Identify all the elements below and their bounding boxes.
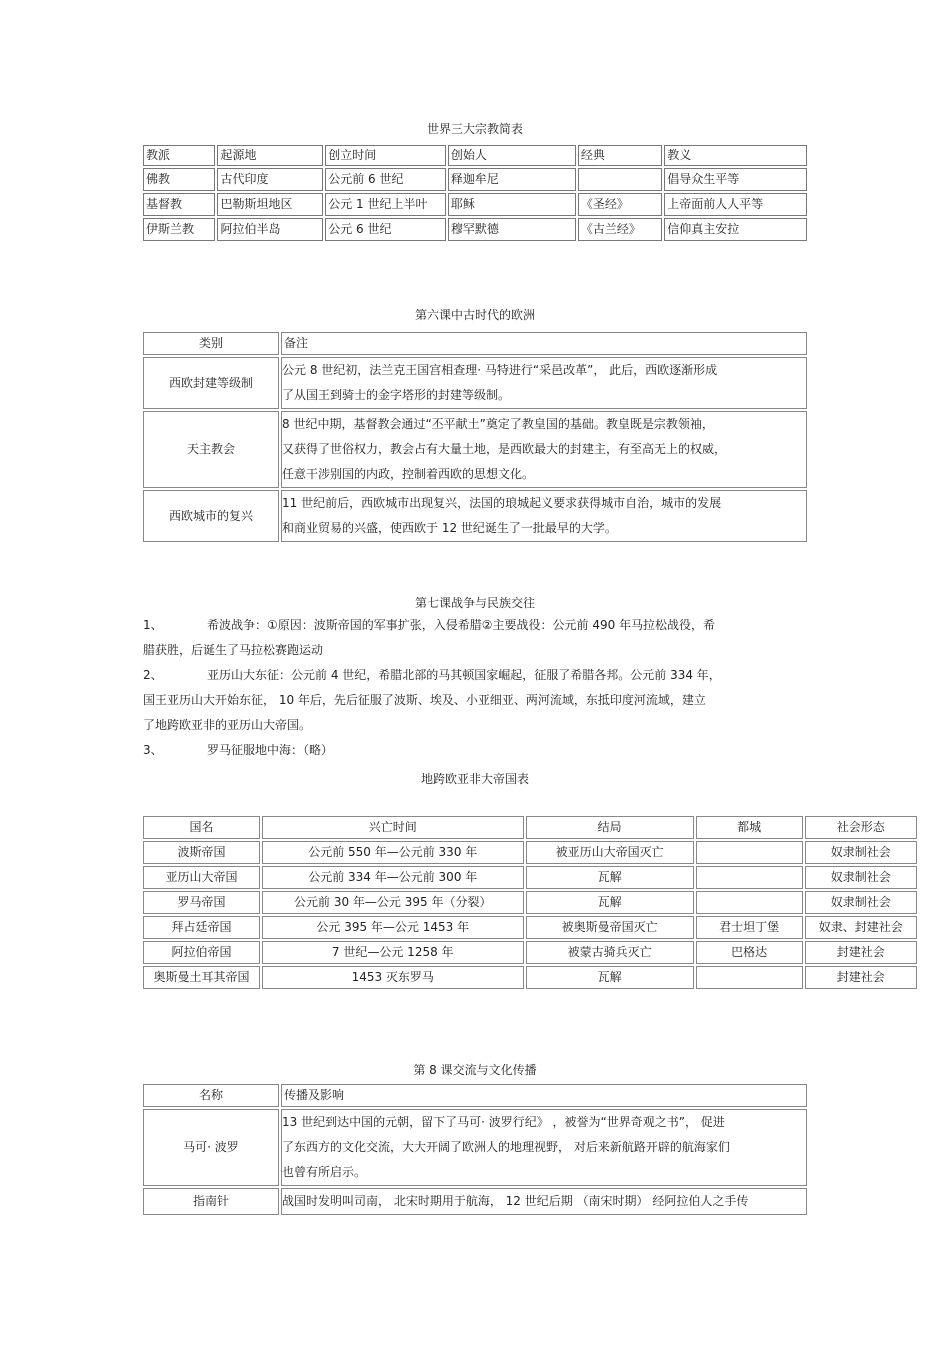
table-cell: 奴隶制社会 bbox=[805, 866, 917, 889]
empire-table-title: 地跨欧亚非大帝国表 bbox=[420, 772, 529, 786]
table-row bbox=[143, 1188, 807, 1215]
lesson7-title: 第七课战争与民族交往 bbox=[414, 596, 535, 610]
table-cell: 古代印度 bbox=[217, 168, 323, 191]
item-number: 1、 bbox=[143, 618, 163, 632]
table-row bbox=[143, 916, 917, 939]
item-text: 希波战争：①原因：波斯帝国的军事扩张，入侵希腊②主要战役：公元前 490 年马拉松战役，希 bbox=[207, 618, 716, 632]
table-cell: 奴隶制社会 bbox=[805, 841, 917, 864]
table-cell: 穆罕默德 bbox=[448, 218, 576, 241]
table-row bbox=[143, 841, 917, 864]
table-cell bbox=[696, 966, 803, 989]
note-line: 了从国王到骑士的金字塔形的封建等级制。 bbox=[282, 388, 511, 402]
note-line: 和商业贸易的兴盛，使西欧于 12 世纪诞生了一批最早的大学。 bbox=[282, 521, 617, 535]
religion-table-title: 世界三大宗教简表 bbox=[426, 122, 523, 136]
header-cell: 兴亡时间 bbox=[262, 816, 524, 839]
header-cell: 教义 bbox=[664, 145, 807, 166]
table-header-row bbox=[143, 816, 917, 839]
table-row bbox=[143, 966, 917, 989]
item-number: 3、 bbox=[143, 743, 163, 757]
table-cell: 公元 1 世纪上半叶 bbox=[325, 193, 446, 216]
table-cell: 《圣经》 bbox=[578, 193, 662, 216]
paragraph-line bbox=[143, 738, 808, 763]
table-cell: 奥斯曼土耳其帝国 bbox=[143, 966, 260, 989]
item-text: 腊获胜，后诞生了马拉松赛跑运动 bbox=[143, 643, 324, 657]
table-cell bbox=[696, 891, 803, 914]
table-cell: 封建社会 bbox=[805, 966, 917, 989]
table-cell: 1453 灭东罗马 bbox=[262, 966, 524, 989]
paragraph-line bbox=[143, 663, 808, 688]
table-row bbox=[143, 168, 807, 191]
note-cell bbox=[281, 1188, 807, 1215]
header-cell: 国名 bbox=[143, 816, 260, 839]
note-line: 战国时发明叫司南， 北宋时期用于航海， 12 世纪后期 （南宋时期） 经阿拉伯人之手传 bbox=[282, 1194, 749, 1208]
table-row bbox=[143, 411, 807, 488]
table-cell: 倡导众生平等 bbox=[664, 168, 807, 191]
category-cell: 马可· 波罗 bbox=[143, 1109, 279, 1186]
header-cell: 创始人 bbox=[448, 145, 576, 166]
table-cell: 罗马帝国 bbox=[143, 891, 260, 914]
note-line: 13 世纪到达中国的元朝，留下了马可· 波罗行纪》 ，被誉为“世界奇观之书”， 促进 bbox=[282, 1115, 725, 1129]
table-cell: 佛教 bbox=[143, 168, 215, 191]
table-cell: 瓦解 bbox=[526, 866, 694, 889]
category-cell: 指南针 bbox=[143, 1188, 279, 1215]
header-cell: 都城 bbox=[696, 816, 803, 839]
table-row bbox=[143, 218, 807, 241]
table-row bbox=[143, 357, 807, 409]
table-cell: 亚历山大帝国 bbox=[143, 866, 260, 889]
table-cell: 瓦解 bbox=[526, 966, 694, 989]
note-cell bbox=[281, 357, 807, 409]
table-header-row bbox=[143, 332, 807, 355]
table-cell bbox=[696, 841, 803, 864]
lesson6-table bbox=[141, 330, 809, 544]
table-cell: 公元前 6 世纪 bbox=[325, 168, 446, 191]
note-line: 也曾有所启示。 bbox=[282, 1165, 367, 1179]
header-cell: 备注 bbox=[281, 332, 807, 355]
paragraph-line bbox=[143, 638, 808, 663]
empire-table bbox=[141, 814, 919, 991]
table-cell: 君士坦丁堡 bbox=[696, 916, 803, 939]
category-cell: 西欧城市的复兴 bbox=[143, 490, 279, 542]
note-line: 公元 8 世纪初，法兰克王国宫相查理· 马特进行“采邑改革”， 此后，西欧逐渐形成 bbox=[282, 363, 718, 377]
item-number: 2、 bbox=[143, 668, 163, 682]
table-row bbox=[143, 490, 807, 542]
table-cell: 波斯帝国 bbox=[143, 841, 260, 864]
header-cell: 传播及影响 bbox=[281, 1084, 807, 1107]
table-cell bbox=[696, 866, 803, 889]
table-row bbox=[143, 891, 917, 914]
item-text: 罗马征服地中海：（略） bbox=[207, 743, 334, 757]
note-line: 11 世纪前后，西欧城市出现复兴，法国的琅城起义要求获得城市自治，城市的发展 bbox=[282, 496, 722, 510]
lesson7-text bbox=[143, 613, 808, 763]
table-cell: 巴格达 bbox=[696, 941, 803, 964]
table-cell: 释迦牟尼 bbox=[448, 168, 576, 191]
header-cell: 创立时间 bbox=[325, 145, 446, 166]
note-cell bbox=[281, 1109, 807, 1186]
table-cell: 耶稣 bbox=[448, 193, 576, 216]
table-cell: 被亚历山大帝国灭亡 bbox=[526, 841, 694, 864]
table-cell: 阿拉伯帝国 bbox=[143, 941, 260, 964]
category-cell: 天主教会 bbox=[143, 411, 279, 488]
table-cell: 拜占廷帝国 bbox=[143, 916, 260, 939]
header-cell: 社会形态 bbox=[805, 816, 917, 839]
table-row bbox=[143, 866, 917, 889]
paragraph-line bbox=[143, 713, 808, 738]
table-cell: 封建社会 bbox=[805, 941, 917, 964]
table-cell: 上帝面前人人平等 bbox=[664, 193, 807, 216]
note-line: 又获得了世俗权力，教会占有大量土地，是西欧最大的封建主，有至高无上的权威， bbox=[282, 442, 727, 456]
table-cell: 《古兰经》 bbox=[578, 218, 662, 241]
header-cell: 经典 bbox=[578, 145, 662, 166]
table-row bbox=[143, 941, 917, 964]
table-header-row bbox=[143, 1084, 807, 1107]
table-cell: 公元 395 年—公元 1453 年 bbox=[262, 916, 524, 939]
table-cell: 基督教 bbox=[143, 193, 215, 216]
note-line: 8 世纪中期，基督教会通过“丕平献土”奠定了教皇国的基础。教皇既是宗教领袖， bbox=[282, 417, 714, 431]
note-cell bbox=[281, 490, 807, 542]
item-text: 亚历山大东征：公元前 4 世纪，希腊北部的马其顿国家崛起，征服了希腊各邦。公元前 334 年， bbox=[207, 668, 721, 682]
table-cell: 瓦解 bbox=[526, 891, 694, 914]
table-cell bbox=[578, 168, 662, 191]
note-cell bbox=[281, 411, 807, 488]
paragraph-line bbox=[143, 688, 808, 713]
header-cell: 名称 bbox=[143, 1084, 279, 1107]
table-cell: 公元前 334 年—公元前 300 年 bbox=[262, 866, 524, 889]
item-text: 国王亚历山大开始东征， 10 年后，先后征服了波斯、埃及、小亚细亚、两河流域，东抵印度河流域，建立 bbox=[143, 693, 706, 707]
header-cell: 起源地 bbox=[217, 145, 323, 166]
note-line: 了东西方的文化交流，大大开阔了欧洲人的地理视野， 对后来新航路开辟的航海家们 bbox=[282, 1140, 730, 1154]
table-row bbox=[143, 1109, 807, 1186]
table-row bbox=[143, 193, 807, 216]
note-line: 任意干涉别国的内政，控制着西欧的思想文化。 bbox=[282, 467, 535, 481]
item-text: 了地跨欧亚非的亚历山大帝国。 bbox=[143, 718, 312, 732]
table-cell: 公元前 550 年—公元前 330 年 bbox=[262, 841, 524, 864]
lesson8-table bbox=[141, 1082, 809, 1217]
lesson8-title: 第 8 课交流与文化传播 bbox=[413, 1063, 537, 1077]
paragraph-line bbox=[143, 613, 808, 638]
lesson6-title: 第六课中古时代的欧洲 bbox=[414, 308, 535, 322]
header-cell: 教派 bbox=[143, 145, 215, 166]
table-cell: 奴隶制社会 bbox=[805, 891, 917, 914]
category-cell: 西欧封建等级制 bbox=[143, 357, 279, 409]
table-cell: 7 世纪—公元 1258 年 bbox=[262, 941, 524, 964]
table-header-row bbox=[143, 145, 807, 166]
table-cell: 被蒙古骑兵灭亡 bbox=[526, 941, 694, 964]
table-cell: 被奥斯曼帝国灭亡 bbox=[526, 916, 694, 939]
table-cell: 信仰真主安拉 bbox=[664, 218, 807, 241]
table-cell: 伊斯兰教 bbox=[143, 218, 215, 241]
religion-table bbox=[141, 143, 809, 243]
table-cell: 阿拉伯半岛 bbox=[217, 218, 323, 241]
table-cell: 公元前 30 年—公元 395 年（分裂） bbox=[262, 891, 524, 914]
header-cell: 类别 bbox=[143, 332, 279, 355]
table-cell: 奴隶、封建社会 bbox=[805, 916, 917, 939]
table-cell: 公元 6 世纪 bbox=[325, 218, 446, 241]
table-cell: 巴勒斯坦地区 bbox=[217, 193, 323, 216]
header-cell: 结局 bbox=[526, 816, 694, 839]
